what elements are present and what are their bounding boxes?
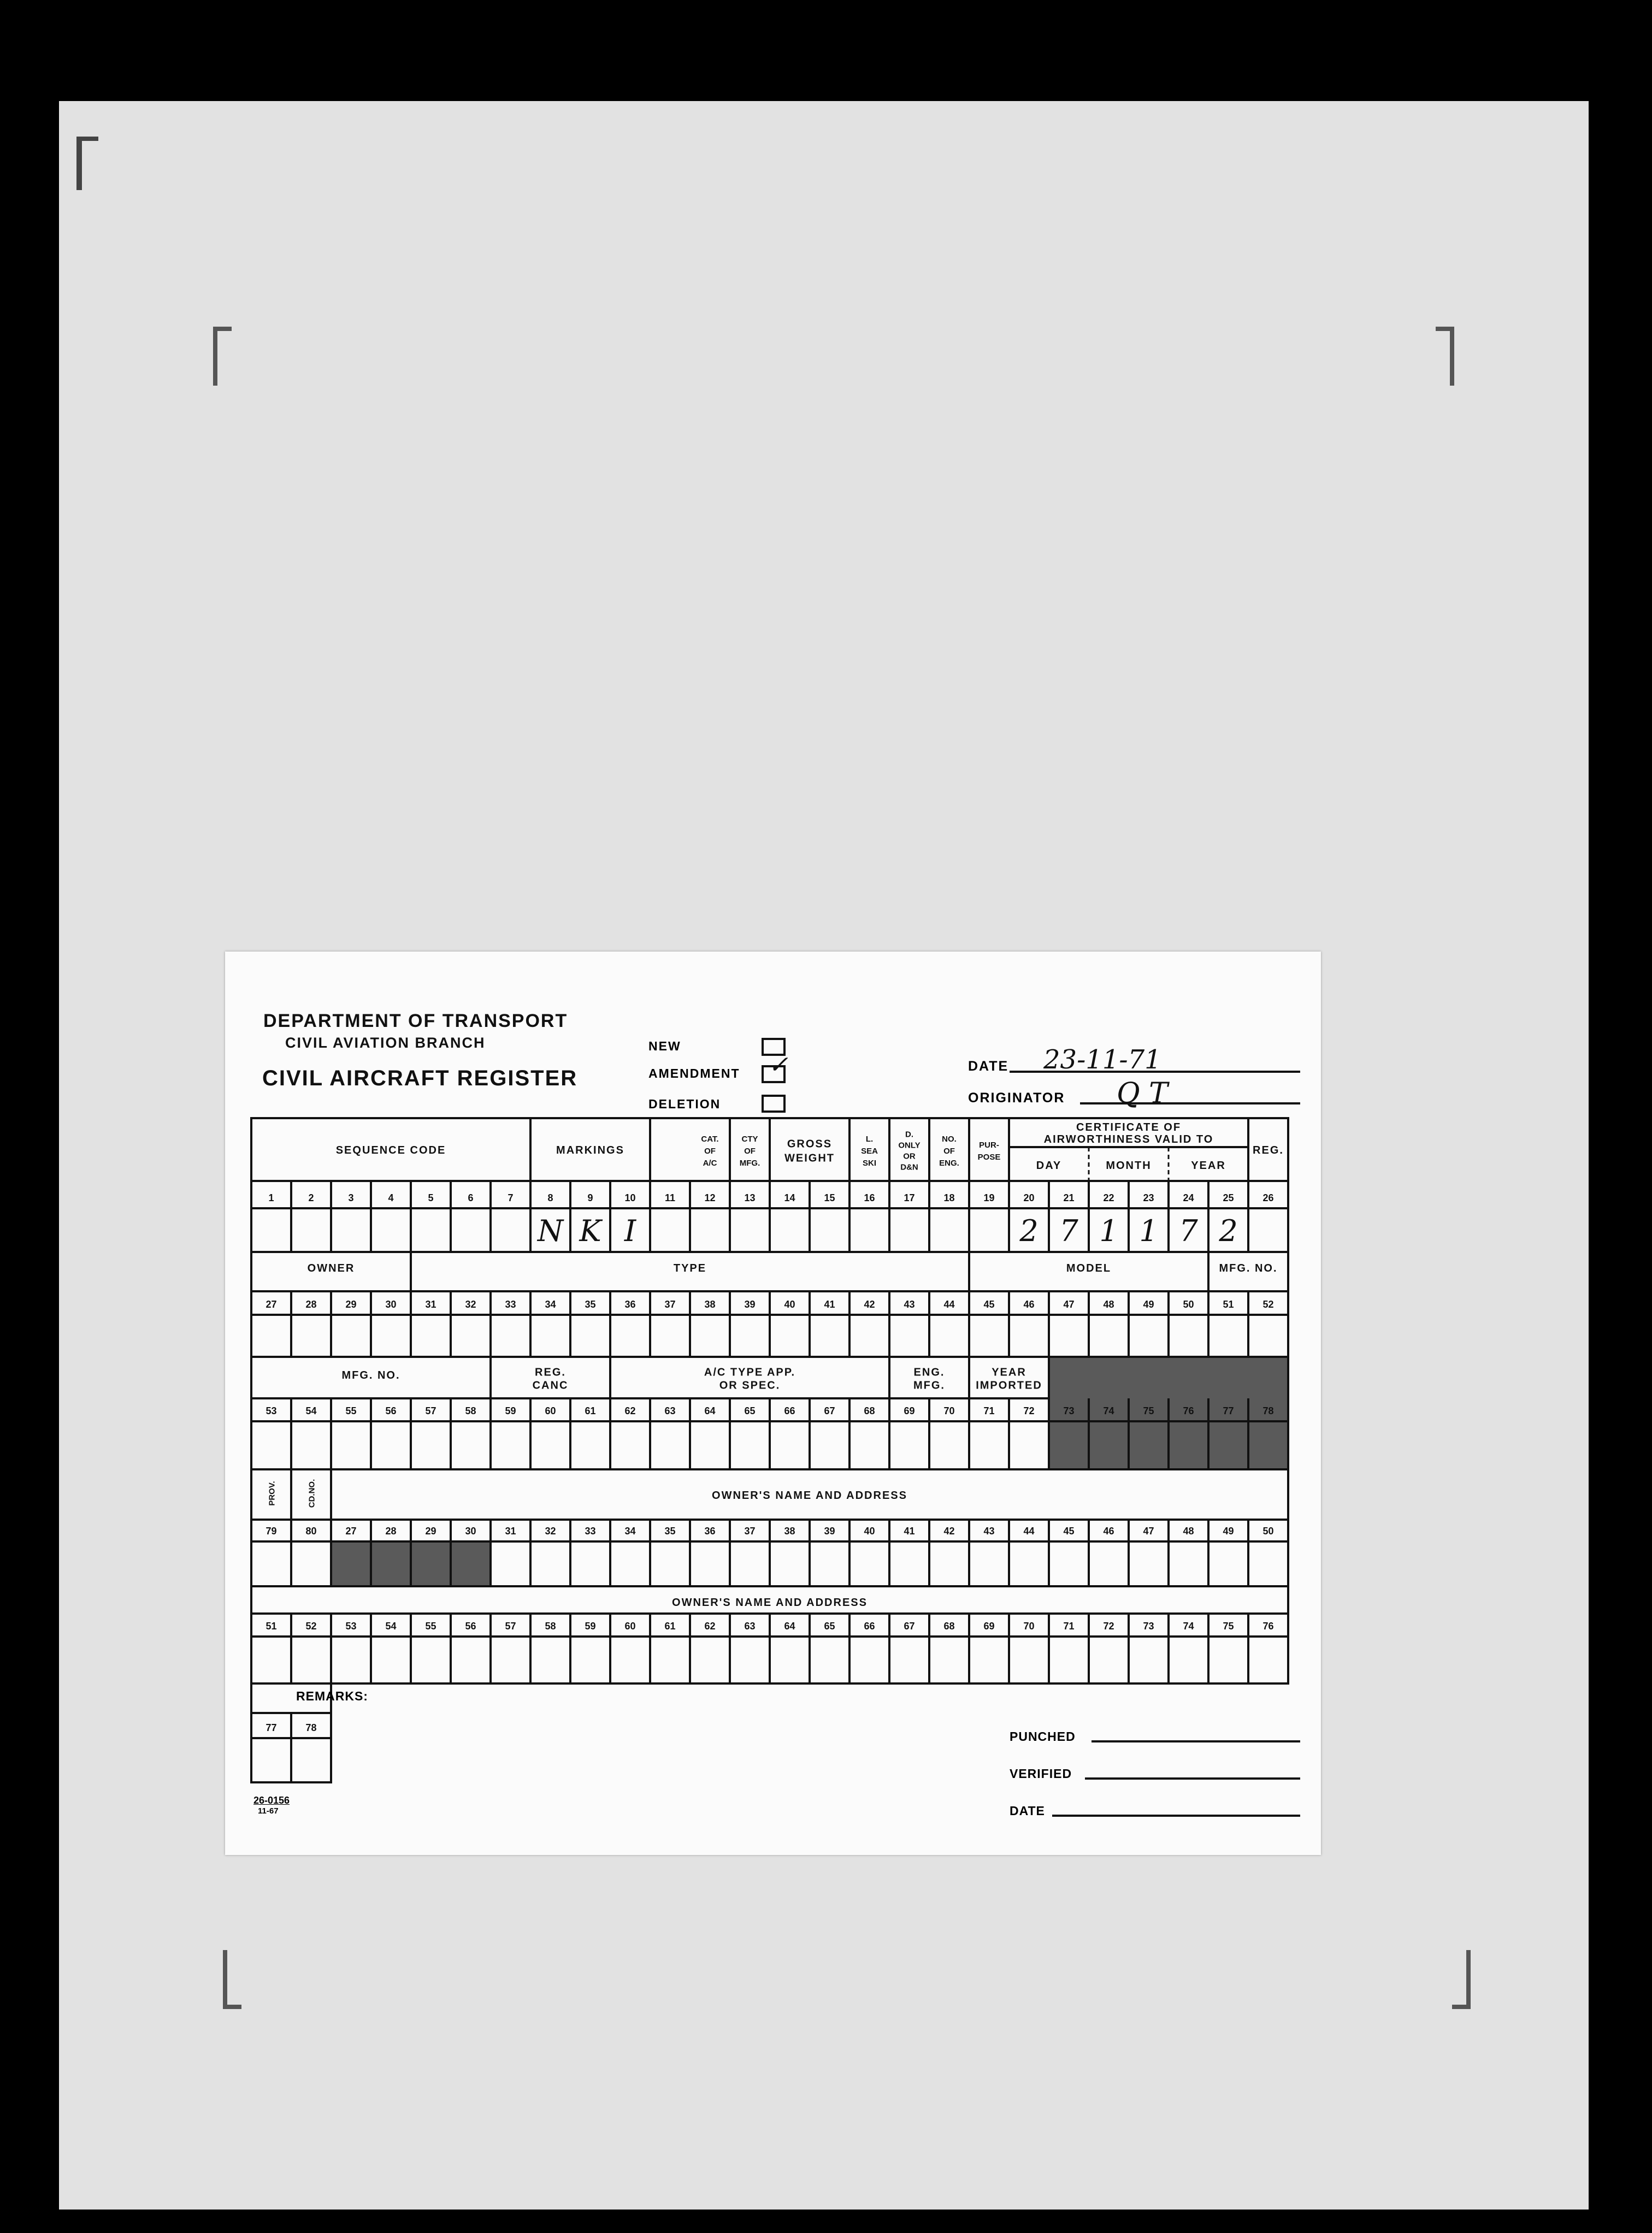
section3-col-67: 67 bbox=[824, 1405, 835, 1416]
punched-line[interactable] bbox=[1092, 1740, 1300, 1742]
section5-col-52: 52 bbox=[305, 1621, 317, 1632]
section5-col-57: 57 bbox=[505, 1621, 516, 1632]
section6-col-77: 77 bbox=[266, 1722, 277, 1733]
register-card bbox=[225, 952, 1321, 1855]
date-label: DATE bbox=[968, 1059, 1009, 1074]
section2-col-52: 52 bbox=[1262, 1299, 1274, 1310]
footer-date-line[interactable] bbox=[1052, 1815, 1300, 1817]
crop-mark-top-left bbox=[213, 327, 232, 386]
header-certificate-0: CERTIFICATE OF bbox=[1076, 1121, 1182, 1134]
amendment-check-mark: ✓ bbox=[768, 1051, 788, 1079]
section3-col-59: 59 bbox=[505, 1405, 516, 1416]
header-no-of-eng-0: NO. bbox=[942, 1135, 957, 1144]
section3-col-70: 70 bbox=[943, 1405, 955, 1416]
section5-col-59: 59 bbox=[585, 1621, 596, 1632]
section1-col-14: 14 bbox=[784, 1192, 795, 1203]
section5-col-60: 60 bbox=[624, 1621, 636, 1632]
section3-col-75: 75 bbox=[1143, 1405, 1154, 1416]
section5-col-51: 51 bbox=[266, 1621, 277, 1632]
section5-col-68: 68 bbox=[943, 1621, 955, 1632]
section4-col-32: 32 bbox=[545, 1526, 556, 1537]
branch-heading: CIVIL AVIATION BRANCH bbox=[285, 1035, 486, 1051]
header-year-imported-0: YEAR bbox=[992, 1366, 1026, 1379]
section1-col-2: 2 bbox=[308, 1192, 314, 1203]
entry-col-9: K bbox=[579, 1214, 601, 1248]
header-prov: PROV. bbox=[267, 1481, 277, 1506]
section2-col-44: 44 bbox=[943, 1299, 955, 1310]
section4-col-27: 27 bbox=[345, 1526, 357, 1537]
header-no-of-eng-2: ENG. bbox=[939, 1159, 959, 1168]
section1-col-25: 25 bbox=[1223, 1192, 1234, 1203]
section2-col-46: 46 bbox=[1023, 1299, 1035, 1310]
verified-label: VERIFIED bbox=[1010, 1767, 1072, 1781]
section2-col-50: 50 bbox=[1183, 1299, 1194, 1310]
section1-col-8: 8 bbox=[547, 1192, 553, 1203]
section3-col-69: 69 bbox=[904, 1405, 915, 1416]
header-year-imported-1: IMPORTED bbox=[976, 1379, 1042, 1392]
header-l-sea-ski-0: L. bbox=[865, 1135, 874, 1144]
page-corner-mark bbox=[76, 137, 98, 190]
header-cty-of-mfg-0: CTY bbox=[741, 1135, 758, 1144]
section4-col-48: 48 bbox=[1183, 1526, 1194, 1537]
section1-col-10: 10 bbox=[624, 1192, 636, 1203]
section3-col-62: 62 bbox=[624, 1405, 636, 1416]
section4-col-40: 40 bbox=[864, 1526, 875, 1537]
section3-col-68: 68 bbox=[864, 1405, 875, 1416]
section5-col-56: 56 bbox=[465, 1621, 476, 1632]
section1-col-5: 5 bbox=[428, 1192, 434, 1203]
section4-col-43: 43 bbox=[983, 1526, 995, 1537]
header-day: DAY bbox=[1036, 1160, 1062, 1172]
header-gross-weight-1: WEIGHT bbox=[784, 1152, 835, 1165]
section2-col-33: 33 bbox=[505, 1299, 516, 1310]
header-certificate-1: AIRWORTHINESS VALID TO bbox=[1043, 1133, 1214, 1146]
deletion-option-label: DELETION bbox=[648, 1097, 721, 1111]
section3-col-56: 56 bbox=[385, 1405, 397, 1416]
header-eng-mfg-0: ENG. bbox=[913, 1366, 945, 1379]
header-year: YEAR bbox=[1191, 1160, 1226, 1172]
verified-line[interactable] bbox=[1085, 1777, 1300, 1780]
section3-col-60: 60 bbox=[545, 1405, 556, 1416]
new-option-label: NEW bbox=[648, 1039, 681, 1053]
section4-col-38: 38 bbox=[784, 1526, 795, 1537]
section4-col-34: 34 bbox=[624, 1526, 636, 1537]
header-month: MONTH bbox=[1106, 1160, 1152, 1172]
section4-col-44: 44 bbox=[1023, 1526, 1035, 1537]
section4-col-37: 37 bbox=[744, 1526, 756, 1537]
section1-col-3: 3 bbox=[348, 1192, 354, 1203]
section2-col-40: 40 bbox=[784, 1299, 795, 1310]
originator-label: ORIGINATOR bbox=[968, 1090, 1065, 1106]
register-grid bbox=[225, 952, 1321, 1855]
header-reg: REG. bbox=[1253, 1144, 1284, 1156]
section5-col-53: 53 bbox=[345, 1621, 357, 1632]
section4-col-50: 50 bbox=[1262, 1526, 1274, 1537]
section3-col-77: 77 bbox=[1223, 1405, 1234, 1416]
section4-col-30: 30 bbox=[465, 1526, 476, 1537]
header-l-sea-ski-2: SKI bbox=[862, 1159, 877, 1168]
form-number bbox=[253, 1795, 290, 1816]
section5-col-74: 74 bbox=[1183, 1621, 1194, 1632]
section2-col-35: 35 bbox=[585, 1299, 596, 1310]
header-ac-type-1: OR SPEC. bbox=[719, 1379, 781, 1392]
section4-col-49: 49 bbox=[1223, 1526, 1234, 1537]
form-number-code: 26-0156 bbox=[253, 1795, 290, 1806]
section1-col-22: 22 bbox=[1103, 1192, 1114, 1203]
section4-col-45: 45 bbox=[1063, 1526, 1075, 1537]
section2-col-38: 38 bbox=[704, 1299, 716, 1310]
section3-col-61: 61 bbox=[585, 1405, 596, 1416]
header-eng-mfg-1: MFG. bbox=[913, 1379, 945, 1392]
section3-col-72: 72 bbox=[1023, 1405, 1035, 1416]
section5-col-54: 54 bbox=[385, 1621, 397, 1632]
remarks-label: REMARKS: bbox=[296, 1689, 368, 1703]
form-title: CIVIL AIRCRAFT REGISTER bbox=[262, 1066, 578, 1090]
crop-mark-bottom-right bbox=[1452, 1950, 1471, 2009]
punched-label: PUNCHED bbox=[1010, 1729, 1076, 1744]
section4-col-28: 28 bbox=[385, 1526, 397, 1537]
section2-col-30: 30 bbox=[385, 1299, 397, 1310]
section5-col-71: 71 bbox=[1063, 1621, 1075, 1632]
section2-col-42: 42 bbox=[864, 1299, 875, 1310]
header-cty-of-mfg-2: MFG. bbox=[739, 1159, 760, 1168]
section2-col-45: 45 bbox=[983, 1299, 995, 1310]
date-value[interactable]: 23-11-71 bbox=[1043, 1044, 1161, 1075]
section4-col-79: 79 bbox=[266, 1526, 277, 1537]
section2-col-31: 31 bbox=[425, 1299, 436, 1310]
section3-col-65: 65 bbox=[744, 1405, 756, 1416]
section2-col-29: 29 bbox=[345, 1299, 357, 1310]
section3-col-53: 53 bbox=[266, 1405, 277, 1416]
header-markings: MARKINGS bbox=[556, 1144, 624, 1156]
section5-col-58: 58 bbox=[545, 1621, 556, 1632]
section4-col-46: 46 bbox=[1103, 1526, 1114, 1537]
entry-col-25: 2 bbox=[1219, 1214, 1238, 1248]
section1-col-24: 24 bbox=[1183, 1192, 1194, 1203]
header-mfg-no: MFG. NO. bbox=[341, 1369, 400, 1381]
form-number-date: 11-67 bbox=[258, 1806, 279, 1816]
header-no-of-eng-1: OF bbox=[943, 1147, 955, 1156]
section5-col-61: 61 bbox=[664, 1621, 676, 1632]
section4-col-33: 33 bbox=[585, 1526, 596, 1537]
section4-col-36: 36 bbox=[704, 1526, 716, 1537]
header-gross-weight-0: GROSS bbox=[787, 1138, 833, 1150]
amendment-option-label: AMENDMENT bbox=[648, 1066, 740, 1080]
crop-mark-top-right bbox=[1436, 327, 1454, 386]
section4-col-29: 29 bbox=[425, 1526, 436, 1537]
section4-col-47: 47 bbox=[1143, 1526, 1154, 1537]
section6-col-78: 78 bbox=[305, 1722, 317, 1733]
section1-col-18: 18 bbox=[943, 1192, 955, 1203]
section3-col-54: 54 bbox=[305, 1405, 317, 1416]
section1-col-11: 11 bbox=[664, 1192, 676, 1203]
entry-col-8: N bbox=[537, 1214, 564, 1248]
section1-col-23: 23 bbox=[1143, 1192, 1154, 1203]
section5-col-70: 70 bbox=[1023, 1621, 1035, 1632]
originator-value[interactable]: Q T bbox=[1117, 1077, 1168, 1110]
section1-col-26: 26 bbox=[1262, 1192, 1274, 1203]
section2-col-41: 41 bbox=[824, 1299, 835, 1310]
section5-col-76: 76 bbox=[1262, 1621, 1274, 1632]
section2-col-39: 39 bbox=[744, 1299, 756, 1310]
section5-col-75: 75 bbox=[1223, 1621, 1234, 1632]
section1-col-9: 9 bbox=[587, 1192, 593, 1203]
footer-date-label: DATE bbox=[1010, 1804, 1045, 1818]
header-d-only-2: OR bbox=[903, 1151, 916, 1161]
header-cat-of-ac-1: OF bbox=[704, 1147, 716, 1156]
section1-col-7: 7 bbox=[508, 1192, 514, 1203]
entry-col-20: 2 bbox=[1019, 1214, 1039, 1248]
section3-col-64: 64 bbox=[704, 1405, 716, 1416]
section5-col-65: 65 bbox=[824, 1621, 835, 1632]
header-purpose-0: PUR- bbox=[979, 1141, 999, 1150]
section1-col-6: 6 bbox=[468, 1192, 474, 1203]
section5-col-69: 69 bbox=[983, 1621, 995, 1632]
section3-col-76: 76 bbox=[1183, 1405, 1194, 1416]
section3-col-73: 73 bbox=[1063, 1405, 1075, 1416]
section5-col-55: 55 bbox=[425, 1621, 436, 1632]
section1-col-15: 15 bbox=[824, 1192, 835, 1203]
section4-col-39: 39 bbox=[824, 1526, 835, 1537]
section4-col-42: 42 bbox=[943, 1526, 955, 1537]
section5-col-67: 67 bbox=[904, 1621, 915, 1632]
header-cat-of-ac-2: A/C bbox=[703, 1159, 717, 1168]
header-d-only-3: D&N bbox=[900, 1162, 918, 1172]
section2-col-28: 28 bbox=[305, 1299, 317, 1310]
section1-col-16: 16 bbox=[864, 1192, 875, 1203]
section2-col-34: 34 bbox=[545, 1299, 556, 1310]
section3-col-74: 74 bbox=[1103, 1405, 1114, 1416]
section2-col-43: 43 bbox=[904, 1299, 915, 1310]
section4-col-31: 31 bbox=[505, 1526, 516, 1537]
entry-col-21: 7 bbox=[1059, 1214, 1078, 1248]
section4-col-35: 35 bbox=[664, 1526, 676, 1537]
section1-col-12: 12 bbox=[704, 1192, 716, 1203]
section2-col-36: 36 bbox=[624, 1299, 636, 1310]
header-purpose-1: POSE bbox=[977, 1153, 1001, 1162]
section3-col-63: 63 bbox=[664, 1405, 676, 1416]
department-heading: DEPARTMENT OF TRANSPORT bbox=[263, 1011, 568, 1031]
section5-col-63: 63 bbox=[744, 1621, 756, 1632]
header-owner: OWNER bbox=[307, 1262, 355, 1274]
section1-col-13: 13 bbox=[744, 1192, 756, 1203]
section2-col-47: 47 bbox=[1063, 1299, 1075, 1310]
header-d-only-1: ONLY bbox=[898, 1141, 921, 1150]
header-cd-no: CD.NO. bbox=[307, 1479, 317, 1508]
section4-col-41: 41 bbox=[904, 1526, 915, 1537]
section1-col-4: 4 bbox=[388, 1192, 394, 1203]
section3-col-57: 57 bbox=[425, 1405, 436, 1416]
section5-col-66: 66 bbox=[864, 1621, 875, 1632]
entry-col-10: I bbox=[624, 1214, 636, 1248]
section2-col-48: 48 bbox=[1103, 1299, 1114, 1310]
section2-col-49: 49 bbox=[1143, 1299, 1154, 1310]
header-cat-of-ac-0: CAT. bbox=[701, 1135, 719, 1144]
section5-col-73: 73 bbox=[1143, 1621, 1154, 1632]
header-reg-canc-1: CANC bbox=[532, 1379, 569, 1392]
section1-col-19: 19 bbox=[983, 1192, 995, 1203]
header-l-sea-ski-1: SEA bbox=[861, 1147, 878, 1156]
header-sequence-code: SEQUENCE CODE bbox=[335, 1144, 446, 1156]
section3-col-55: 55 bbox=[345, 1405, 357, 1416]
section2-col-27: 27 bbox=[266, 1299, 277, 1310]
section3-col-78: 78 bbox=[1262, 1405, 1274, 1416]
section3-col-71: 71 bbox=[983, 1405, 995, 1416]
header-mfg-no-top: MFG. NO. bbox=[1219, 1262, 1278, 1274]
section1-col-20: 20 bbox=[1023, 1192, 1035, 1203]
header-reg-canc-0: REG. bbox=[535, 1366, 566, 1379]
header-owners-name-address: OWNER'S NAME AND ADDRESS bbox=[712, 1490, 907, 1502]
header-owners-name-address-2: OWNER'S NAME AND ADDRESS bbox=[672, 1597, 868, 1609]
header-type: TYPE bbox=[673, 1262, 707, 1274]
section1-col-17: 17 bbox=[904, 1192, 915, 1203]
section3-col-58: 58 bbox=[465, 1405, 476, 1416]
section1-col-21: 21 bbox=[1063, 1192, 1075, 1203]
header-cty-of-mfg-1: OF bbox=[744, 1147, 756, 1156]
section5-col-62: 62 bbox=[704, 1621, 716, 1632]
entry-col-23: 1 bbox=[1139, 1214, 1158, 1248]
header-model: MODEL bbox=[1066, 1262, 1112, 1274]
entry-col-24: 7 bbox=[1179, 1214, 1198, 1248]
section1-col-1: 1 bbox=[268, 1192, 274, 1203]
section3-col-66: 66 bbox=[784, 1405, 795, 1416]
header-d-only-0: D. bbox=[905, 1130, 913, 1139]
section2-col-51: 51 bbox=[1223, 1299, 1234, 1310]
section5-col-72: 72 bbox=[1103, 1621, 1114, 1632]
crop-mark-bottom-left bbox=[223, 1950, 241, 2009]
entry-col-22: 1 bbox=[1099, 1214, 1118, 1248]
section2-col-32: 32 bbox=[465, 1299, 476, 1310]
section2-col-37: 37 bbox=[664, 1299, 676, 1310]
section5-col-64: 64 bbox=[784, 1621, 795, 1632]
section4-col-80: 80 bbox=[305, 1526, 317, 1537]
header-ac-type-0: A/C TYPE APP. bbox=[704, 1366, 796, 1379]
